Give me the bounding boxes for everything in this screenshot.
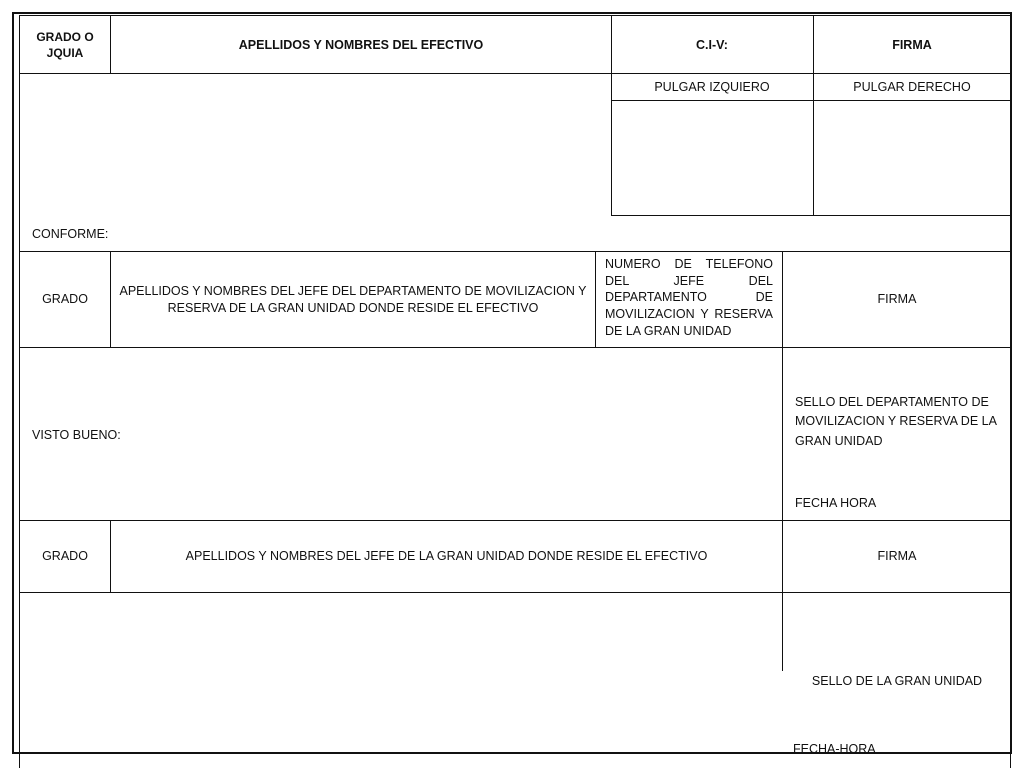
grid-right-border xyxy=(1010,15,1011,768)
grid-line xyxy=(19,520,1011,521)
sello-departamento-label: SELLO DEL DEPARTAMENTO DE MOVILIZACION Y RESERVA DE LA GRAN UNIDAD xyxy=(795,395,997,448)
header-grado: GRADO O JQUIA xyxy=(36,29,94,60)
departamento-telefono: NUMERO DE TELEFONO DEL JEFE DEL DEPARTAMENTO DE MOVILIZACION Y RESERVA DE LA GRAN UNIDAD xyxy=(605,257,773,338)
grid-line xyxy=(19,592,1011,593)
grid-line xyxy=(110,520,111,592)
grid-left-border xyxy=(19,15,20,768)
sello-gran-unidad-label: SELLO DE LA GRAN UNIDAD xyxy=(811,673,983,688)
gran-unidad-apellidos: APELLIDOS Y NOMBRES DEL JEFE DE LA GRAN UNIDAD DONDE RESIDE EL EFECTIVO xyxy=(185,549,708,564)
header-civ: C.I-V: xyxy=(696,37,728,52)
grid-line xyxy=(19,73,1011,74)
pulgar-derecho-label: PULGAR DERECHO xyxy=(853,80,971,95)
grid-line xyxy=(611,15,612,216)
grid-line xyxy=(782,251,783,671)
grid-line xyxy=(110,251,111,348)
fecha-hora-2-label: FECHA-HORA xyxy=(793,741,876,756)
pulgar-izquierdo-label: PULGAR IZQUIERO xyxy=(654,80,770,95)
visto-bueno-label: VISTO BUENO: xyxy=(32,427,121,442)
grid-line xyxy=(110,15,111,73)
fecha-hora-label: FECHA HORA xyxy=(795,495,877,510)
departamento-grado: GRADO xyxy=(42,292,88,307)
departamento-firma: FIRMA xyxy=(877,292,917,307)
header-apellidos: APELLIDOS Y NOMBRES DEL EFECTIVO xyxy=(238,37,484,52)
grid-line xyxy=(19,347,1011,348)
grid-line xyxy=(595,251,596,348)
gran-unidad-signature-area[interactable] xyxy=(22,595,780,750)
grid-line xyxy=(19,251,1011,252)
departamento-apellidos: APELLIDOS Y NOMBRES DEL JEFE DEL DEPARTAMENTO DE MOVILIZACION Y RESERVA DE LA GRAN UNIDAD DONDE RESIDE EL EFECTIVO xyxy=(119,283,587,315)
grid-top-border xyxy=(19,15,1011,16)
conforme-signature-area[interactable] xyxy=(22,76,608,222)
conforme-label: CONFORME: xyxy=(32,226,109,241)
grid-line xyxy=(813,15,814,216)
grid-line xyxy=(611,215,1011,216)
grid-line xyxy=(611,100,1011,101)
header-firma: FIRMA xyxy=(892,37,932,52)
pulgar-izquierdo-box[interactable] xyxy=(613,102,811,214)
gran-unidad-firma: FIRMA xyxy=(877,549,917,564)
gran-unidad-grado: GRADO xyxy=(42,549,88,564)
pulgar-derecho-box[interactable] xyxy=(815,102,1009,214)
